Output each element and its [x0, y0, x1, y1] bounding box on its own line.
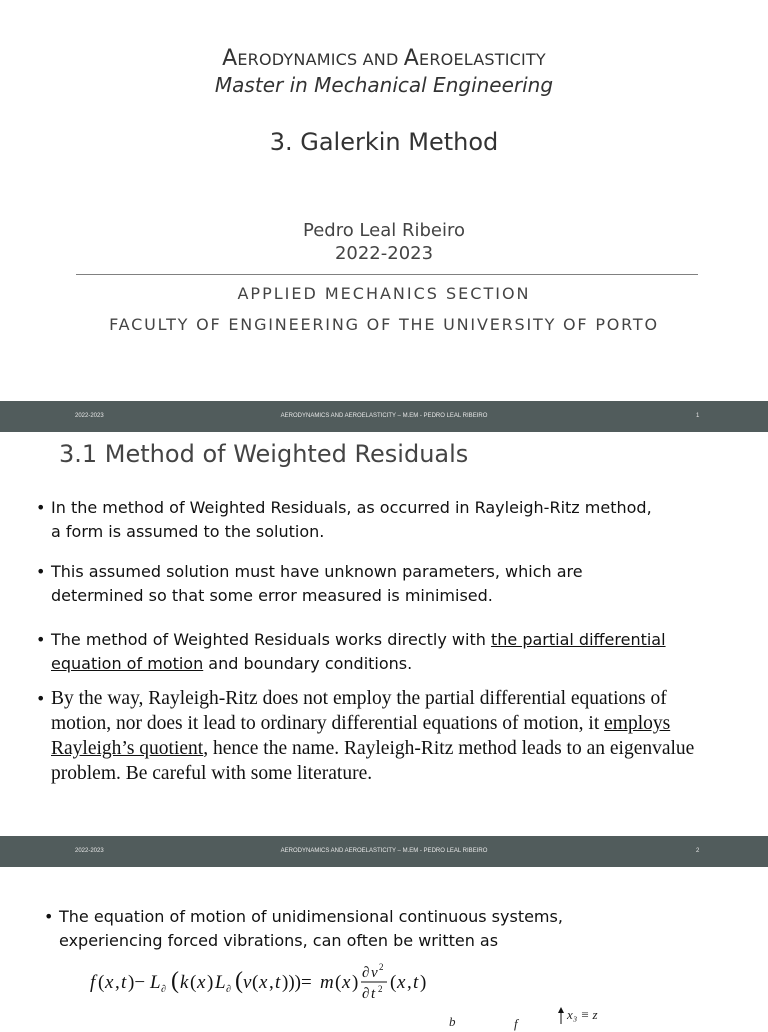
- chapter-title: 3. Galerkin Method: [269, 128, 499, 156]
- svg-text:(: (: [252, 972, 259, 993]
- figure-label-b: b: [449, 1014, 456, 1029]
- svg-text:L: L: [150, 972, 161, 993]
- slide-footer-2: [0, 836, 768, 867]
- section-name: APPLIED MECHANICS SECTION: [237, 284, 531, 303]
- svg-text:2: 2: [379, 962, 384, 972]
- svg-text:v: v: [243, 972, 252, 993]
- bullet-text: In the method of Weighted Residuals, as occurred in Rayleigh-Ritz method,: [51, 498, 652, 517]
- bullet-text: By the way, Rayleigh-Ritz does not employ the partial differential equations of: [51, 688, 667, 709]
- svg-text:,: ,: [407, 972, 412, 993]
- bullet-text: a form is assumed to the solution.: [51, 522, 325, 541]
- bullet-dot: •: [36, 630, 46, 649]
- faculty-name: FACULTY OF ENGINEERING OF THE UNIVERSITY OF PORTO: [109, 315, 659, 334]
- bullet-dot: •: [36, 689, 46, 708]
- course-subtitle: Master in Mechanical Engineering: [214, 73, 554, 97]
- svg-text:): ): [420, 972, 427, 993]
- footer-year: 2022-2023: [75, 848, 104, 854]
- bullet-text: This assumed solution must have unknown parameters, which are: [51, 562, 583, 581]
- footer-page-number: 1: [696, 413, 700, 419]
- equation-graphic: [88, 962, 448, 1002]
- title-divider: [76, 274, 698, 275]
- svg-text:(: (: [390, 972, 397, 993]
- footer-page-number: 2: [696, 848, 700, 854]
- bullet-dot: •: [44, 907, 54, 926]
- svg-text:(: (: [335, 972, 342, 993]
- svg-text:t: t: [413, 972, 419, 993]
- svg-text:(: (: [235, 968, 243, 994]
- bullet-text: determined so that some error measured is minimised.: [51, 586, 493, 605]
- svg-text:(: (: [190, 972, 197, 993]
- svg-text:)−: )−: [128, 972, 146, 993]
- svg-text:,: ,: [115, 972, 120, 993]
- figure-label-f: f: [514, 1016, 518, 1031]
- bullet-text: , hence the name. Rayleigh-Ritz method leads to an eigenvalue: [203, 738, 695, 759]
- title-cap-a2: A: [403, 46, 420, 71]
- svg-text:): ): [352, 972, 359, 993]
- svg-text:x: x: [397, 972, 406, 993]
- slide-title: 3.1 Method of Weighted Residuals: [59, 440, 469, 468]
- title-rest-2: EROELASTICITY: [419, 50, 546, 69]
- svg-text:L: L: [215, 972, 226, 993]
- axis-arrow-icon: [557, 1007, 567, 1028]
- footer-year: 2022-2023: [75, 413, 104, 419]
- bullet-dot: •: [36, 562, 46, 581]
- title-rest-1: ERODYNAMICS AND: [237, 50, 404, 69]
- title-cap-a1: A: [222, 46, 238, 71]
- bullet-text: The method of Weighted Residuals works directly with: [51, 630, 491, 649]
- svg-text:(: (: [171, 968, 179, 994]
- svg-text:∂: ∂: [362, 986, 370, 1002]
- list-item: [44, 905, 756, 953]
- svg-text:t: t: [121, 972, 127, 993]
- underlined-phrase: employs: [604, 713, 671, 734]
- svg-text:v: v: [371, 965, 378, 981]
- svg-text:∂: ∂: [161, 984, 166, 995]
- svg-text:x: x: [197, 972, 206, 993]
- equation-of-motion: [88, 962, 448, 1006]
- svg-text:x: x: [259, 972, 268, 993]
- list-item: [36, 686, 748, 786]
- svg-text:t: t: [275, 972, 281, 993]
- underlined-phrase: Rayleigh’s quotient: [51, 738, 204, 759]
- bullet-text: problem. Be careful with some literature.: [51, 763, 373, 784]
- footer-course: AERODYNAMICS AND AEROELASTICITY – M.EM - PEDRO LEAL RIBEIRO: [280, 413, 488, 419]
- svg-text:,: ,: [269, 972, 274, 993]
- svg-text:k: k: [180, 972, 189, 993]
- bullet-text: and boundary conditions.: [203, 654, 413, 673]
- svg-text:(: (: [98, 972, 105, 993]
- bullet-text: The equation of motion of unidimensional continuous systems,: [59, 907, 563, 926]
- bullet-dot: •: [36, 498, 46, 517]
- bullet-text: experiencing forced vibrations, can often be written as: [59, 931, 499, 950]
- svg-text:x: x: [342, 972, 351, 993]
- svg-text:x: x: [105, 972, 114, 993]
- svg-text:)))=: )))=: [282, 972, 312, 993]
- list-item: [36, 628, 748, 676]
- underlined-phrase: the partial differential: [490, 630, 666, 649]
- svg-text:): ): [207, 972, 214, 993]
- course-title: [0, 46, 768, 71]
- slide-footer-1: [0, 401, 768, 432]
- list-item: [36, 496, 748, 544]
- footer-course: AERODYNAMICS AND AEROELASTICITY – M.EM - PEDRO LEAL RIBEIRO: [280, 848, 488, 854]
- svg-text:m: m: [320, 972, 334, 993]
- underlined-phrase: equation of motion: [51, 654, 204, 673]
- bullet-text: motion, nor does it lead to ordinary differential equations of motion, it: [51, 713, 605, 734]
- author-name: Pedro Leal Ribeiro: [302, 220, 466, 241]
- svg-text:t: t: [371, 986, 376, 1002]
- svg-text:∂: ∂: [362, 965, 370, 981]
- academic-year: 2022-2023: [334, 243, 434, 264]
- svg-text:f: f: [90, 972, 96, 993]
- list-item: [36, 560, 748, 608]
- svg-text:2: 2: [378, 984, 383, 994]
- svg-text:∂: ∂: [226, 984, 231, 995]
- axis-label: x₃ ≡ z: [567, 1007, 598, 1022]
